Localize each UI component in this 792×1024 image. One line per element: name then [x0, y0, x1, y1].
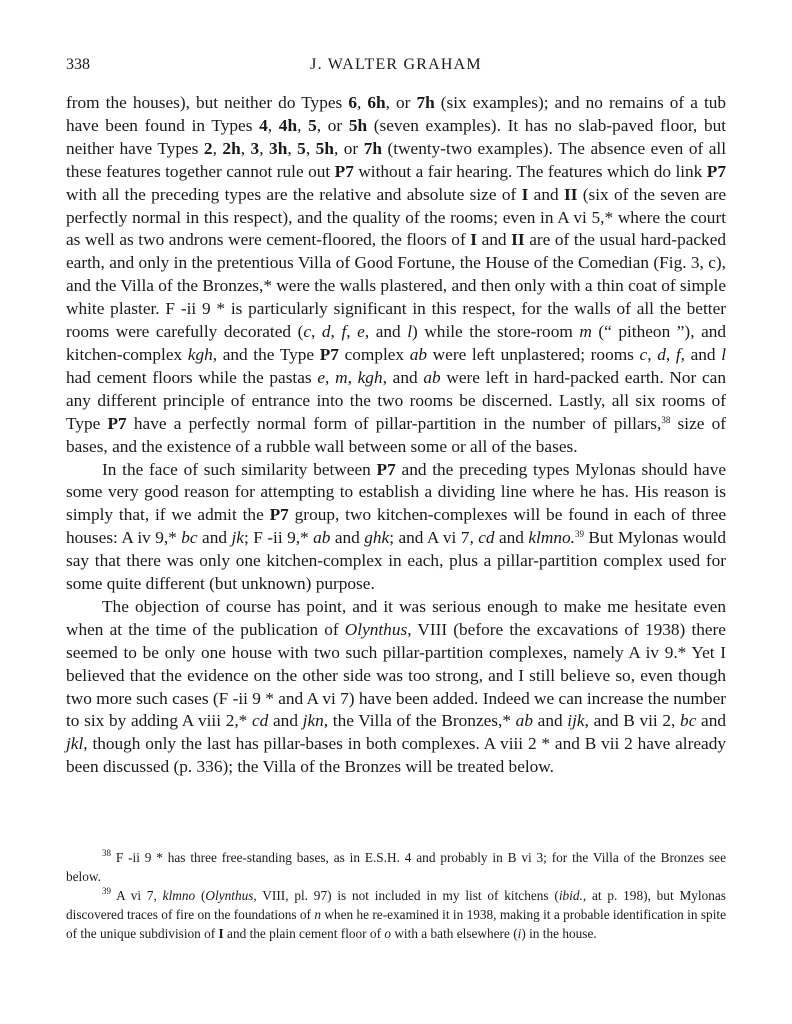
text-run: F -ii 9 * has three free-standing bases, as in E.S.H. 4 and probably in B vi 3; for the Villa of the Bronzes see below.	[66, 850, 726, 884]
bold-run: P7	[107, 413, 127, 433]
text-run: and	[532, 711, 568, 731]
text-run: without a fair hearing. The features which do link	[353, 161, 707, 181]
text-run: were left in hard-packed earth. Nor can any different principle of entrance into the two rooms be discerned. Lastly, all six rooms of Type	[66, 367, 726, 433]
text-run: ,	[212, 138, 223, 158]
paragraph	[66, 92, 726, 459]
italic-run: jkl	[66, 734, 84, 754]
text-run: had cement floors while the pastas	[66, 367, 318, 387]
bold-run: P7	[334, 161, 354, 181]
text-run: and	[197, 528, 232, 548]
text-run: and	[494, 528, 529, 548]
italic-run: o	[384, 926, 391, 941]
text-run: , VIII, pl. 97) is not included in my list of kitchens (	[253, 888, 559, 903]
text-run: (twenty-two examples). The absence even of all these features together cannot rule out	[66, 138, 727, 181]
page-number: 338	[66, 56, 90, 73]
bold-run: II	[511, 230, 525, 250]
text-run: ,	[665, 344, 676, 364]
italic-run: c	[303, 322, 312, 342]
text-run: , at p. 198), but Mylonas discovered traces of fire on the foundations of	[66, 888, 726, 922]
italic-run: l	[721, 344, 727, 364]
bold-run: 3	[250, 138, 260, 158]
paragraph	[66, 459, 726, 596]
text-run: were left unplastered; rooms	[427, 344, 640, 364]
text-run: ,	[305, 138, 316, 158]
text-run: and	[477, 230, 512, 250]
text-run: The objection of course has point, and it was serious enough to make me hesitate even when at the time of the publication of	[66, 596, 726, 639]
bold-run: I	[470, 230, 478, 250]
italic-run: Olynthus	[344, 619, 408, 639]
italic-run: ab	[409, 344, 428, 364]
text-run: and	[268, 711, 303, 731]
text-run: ,	[287, 138, 298, 158]
bold-run: P7	[269, 505, 289, 525]
text-run: ,	[356, 93, 368, 112]
footnote-39	[66, 886, 726, 943]
italic-run: kgh	[357, 367, 383, 387]
bold-run: 5h	[348, 115, 368, 135]
italic-run: cd	[478, 528, 495, 548]
text-run: , or	[333, 138, 364, 158]
text-run: ,	[330, 322, 342, 342]
text-run: , and	[364, 322, 408, 342]
text-run: (six of the seven are perfectly normal in this respect), and the quality of the rooms; even in A vi 5,* where the court as well as two androns were cement-floored, the floors of	[66, 184, 727, 250]
bold-run: 5	[297, 138, 306, 158]
text-run: (seven examples). It has no slab-paved floor, but neither have Types	[66, 115, 727, 158]
text-run: , or	[385, 93, 417, 112]
text-run: from the houses), but neither do Types	[66, 93, 349, 112]
text-run: and the preceding types Mylonas should have some very good reason for attempting to establish a dividing line where he has. His reason is simply that, if we admit the	[66, 459, 726, 525]
text-run: ,	[647, 344, 658, 364]
text-run: with a bath elsewhere (	[391, 926, 518, 941]
text-run: group, two kitchen-complexes will be found in each of three houses: A iv 9,*	[66, 505, 726, 548]
italic-run: f	[675, 344, 681, 364]
bold-run: II	[563, 184, 578, 204]
text-run: , VIII (before the excavations of 1938) there seemed to be only one house with two such pillar-partition complexes, namely A iv 9.* Yet I believed that the evidence on the other side was too strong, and I still believe so, even though two more such cases (F -ii 9 * and A vi 7) have been added. Indeed we can increase the number to six by adding A viii 2,*	[66, 619, 726, 731]
italic-run: bc	[680, 711, 697, 731]
text-run: ) while the store-room	[412, 322, 580, 342]
body-text	[66, 92, 726, 779]
italic-run: jk	[231, 528, 244, 548]
italic-run: klmno.	[528, 528, 575, 548]
italic-run: c	[639, 344, 648, 364]
italic-run: d	[657, 344, 666, 364]
italic-run: e	[317, 367, 326, 387]
bold-run: 7h	[363, 138, 382, 158]
text-run: , the Villa of the Bronzes,*	[323, 711, 516, 731]
italic-run: klmno	[162, 888, 196, 903]
bold-run: P7	[376, 459, 396, 479]
text-run: A vi 7,	[111, 888, 163, 903]
text-run: ,	[311, 322, 322, 342]
footnote-ref: 39	[574, 529, 584, 540]
text-run: have a perfectly normal form of pillar-partition in the number of pillars,	[126, 413, 662, 433]
bold-run: 5h	[315, 138, 334, 158]
text-run: ,	[347, 367, 358, 387]
text-run: , though only the last has pillar-bases in both complexes. A viii 2 * and B vii 2 have already been discussed (p. 336); the Villa of the Bronzes will be treated below.	[66, 734, 726, 777]
text-run: are of the usual hard-packed earth, and only in the pretentious Villa of Good Fortune, the House of the Comedian (Fig. 3, c), and the Villa of the Bronzes,* were the walls plastered, and then only with a thin coat of simple white plaster. F -ii 9 * is particularly significant in this respect, for the walls of all the better rooms were carefully decorated (	[66, 230, 727, 342]
italic-run: ijk	[567, 711, 585, 731]
text-run: In the face of such similarity between	[102, 459, 377, 479]
bold-run: 6	[348, 93, 357, 112]
italic-run: m	[579, 322, 592, 342]
text-run: (“ pitheon ”), and kitchen-complex	[66, 322, 727, 364]
italic-run: ab	[515, 711, 533, 731]
text-run: ,	[325, 367, 336, 387]
bold-run: 4	[259, 115, 268, 135]
bold-run: 3h	[269, 138, 288, 158]
italic-run: i	[517, 926, 522, 941]
text-run: , and the Type	[212, 344, 320, 364]
italic-run: jkn	[302, 711, 324, 731]
italic-run: ab	[313, 528, 331, 548]
bold-run: I	[521, 184, 529, 204]
text-run: , and	[382, 367, 424, 387]
footnote-38	[66, 848, 726, 886]
bold-run: P7	[706, 161, 726, 181]
text-run: when he re-examined it in 1938, making it a probable identification in spite of the unique subdivision of	[66, 907, 726, 941]
text-run: ,	[346, 322, 358, 342]
footnote-ref: 38	[661, 414, 671, 425]
italic-run: cd	[252, 711, 269, 731]
italic-run: f	[341, 322, 347, 342]
italic-run: Olynthus	[205, 888, 254, 903]
text-run: and the plain cement floor of	[223, 926, 385, 941]
footnote-ref: 38	[102, 848, 111, 858]
text-run: , or	[316, 115, 349, 135]
bold-run: I	[218, 926, 224, 941]
text-run: ,	[259, 138, 270, 158]
italic-run: n	[314, 907, 321, 922]
bold-run: 6h	[367, 93, 386, 112]
text-run: , and B vii 2,	[584, 711, 681, 731]
italic-run: bc	[181, 528, 198, 548]
text-run: ,	[267, 115, 279, 135]
text-run: , and	[680, 344, 722, 364]
text-run: ; F -ii 9,*	[243, 528, 314, 548]
italic-run: kgh	[187, 344, 213, 364]
italic-run: m	[335, 367, 348, 387]
text-run: and	[330, 528, 365, 548]
text-run: size of bases, and the existence of a rubble wall between some or all of the bases.	[66, 413, 726, 456]
bold-run: 2	[203, 138, 213, 158]
bold-run: 7h	[416, 93, 435, 112]
text-run: and	[696, 711, 727, 731]
italic-run: ab	[423, 367, 441, 387]
footnote-ref: 39	[102, 886, 111, 896]
italic-run: e	[357, 322, 365, 342]
text-run: ,	[240, 138, 251, 158]
bold-run: P7	[319, 344, 339, 364]
text-run: ; and A vi 7,	[389, 528, 479, 548]
text-run: ,	[297, 115, 309, 135]
running-head: J. WALTER GRAHAM	[310, 56, 482, 73]
text-run: But Mylonas would say that there was only one kitchen-complex in each, plus a pillar-partition complex used for some quite different (but unknown) purpose.	[66, 528, 726, 594]
text-run: complex	[338, 344, 410, 364]
italic-run: l	[407, 322, 413, 342]
text-run: (six examples); and no remains of a tub have been found in Types	[66, 93, 727, 135]
page-header	[66, 56, 726, 80]
bold-run: 2h	[222, 138, 241, 158]
text-run: (	[195, 888, 206, 903]
italic-run: d	[321, 322, 331, 342]
text-run: ) in the house.	[521, 926, 597, 941]
text-run: and	[528, 184, 564, 204]
italic-run: ghk	[364, 528, 390, 548]
italic-run: ibid.	[558, 888, 583, 903]
bold-run: 5	[308, 115, 317, 135]
paragraph	[66, 596, 726, 779]
text-run: with all the preceding types are the relative and absolute size of	[66, 184, 522, 204]
footnotes	[66, 848, 726, 943]
bold-run: 4h	[278, 115, 298, 135]
